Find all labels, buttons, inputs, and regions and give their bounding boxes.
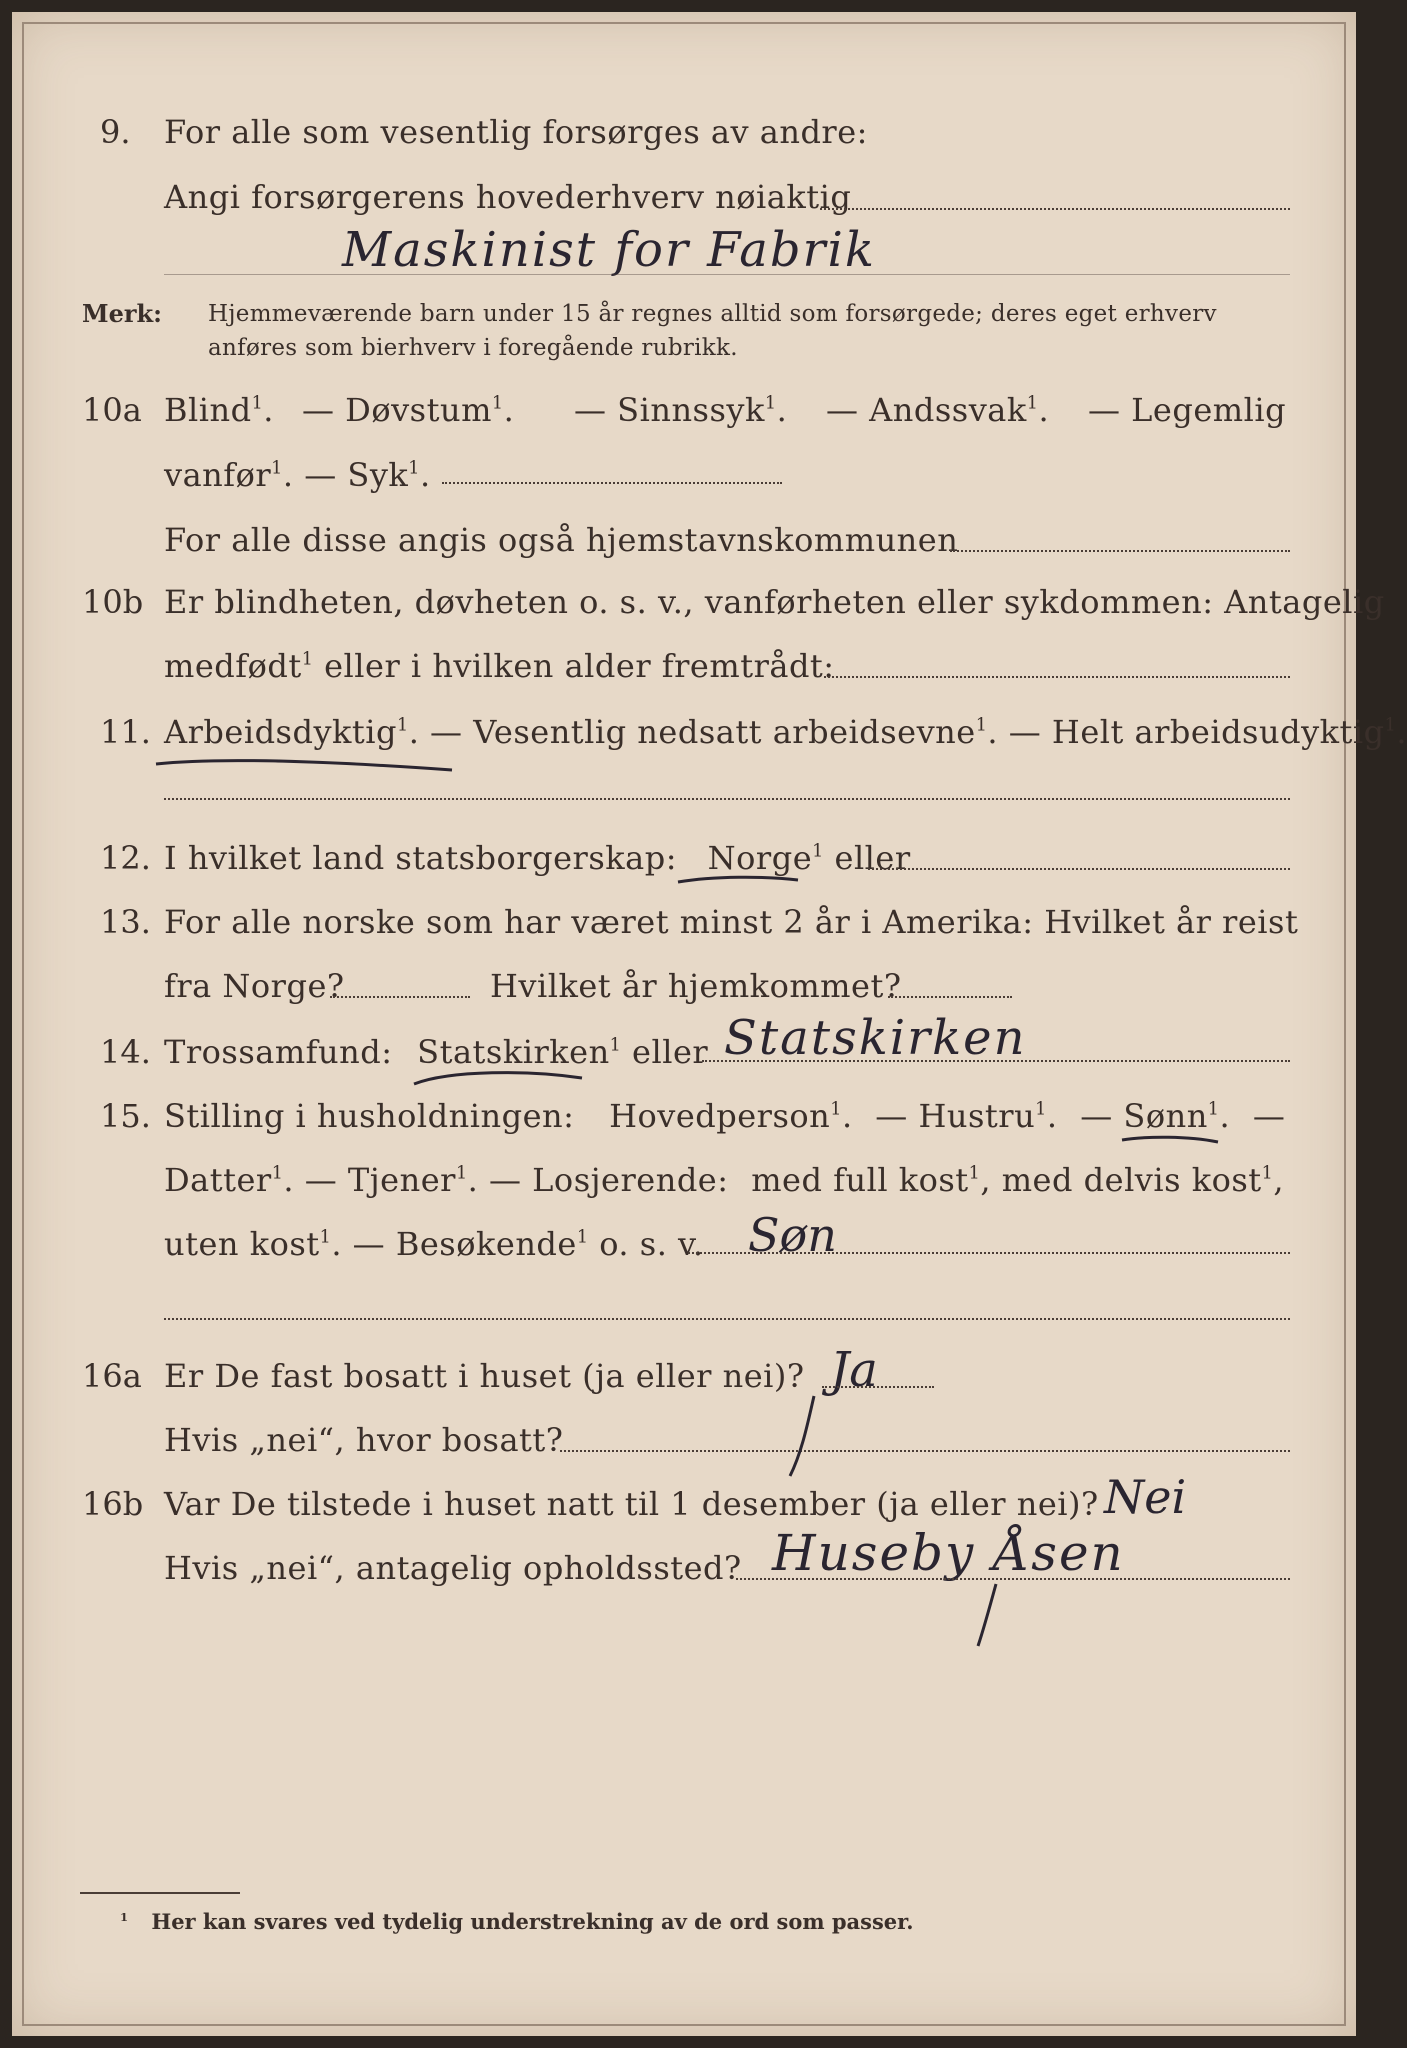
q16b-dotted-line — [736, 1578, 1290, 1580]
q10a-blind: Blind — [164, 391, 252, 429]
q9-dotted-line — [820, 208, 1290, 210]
q11-nedsatt: — Vesentlig nedsatt arbeidsevne — [430, 713, 976, 751]
q15-comma: , — [1273, 1161, 1285, 1199]
q16b-handwritten-opholdssted: Huseby Åsen — [772, 1524, 1125, 1582]
q10a-dovstum: — Døvstum — [302, 391, 492, 429]
q11-number: 11. — [100, 713, 151, 751]
q10b-line2: medfødt$^1$ eller i hvilken alder fremtrådt: — [164, 647, 835, 685]
merk-line2: anføres som bierhverv i foregående rubrikk. — [208, 335, 738, 361]
q9-line2: Angi forsørgerens hovederhverv nøiaktig — [164, 178, 852, 216]
q12-text: I hvilket land statsborgerskap: — [164, 839, 677, 877]
q10a-dotted-line — [442, 482, 782, 484]
q15-number: 15. — [100, 1097, 151, 1135]
q15-dash: — — [1252, 1097, 1286, 1135]
q15-handwritten-answer: Søn — [748, 1208, 837, 1262]
q9-line1: For alle som vesentlig forsørges av andre: — [164, 113, 868, 151]
q12-dotted-line — [868, 868, 1290, 870]
q10a-dovstum-wrap: — Døvstum$^1$. — [302, 391, 515, 429]
q14-handwritten-answer: Statskirken — [724, 1010, 1027, 1066]
q10a-legemlig-wrap — [1088, 390, 1286, 430]
q13-fra-norge-dotted — [330, 996, 470, 998]
q14-number: 14. — [100, 1033, 151, 1071]
footnote-rule — [80, 1892, 240, 1894]
q12-norge: Norge — [707, 839, 813, 877]
q10b-number: 10b — [82, 583, 144, 621]
q12-handwritten-underline — [674, 870, 804, 890]
q10a-andssvak: — Andssvak — [826, 391, 1027, 429]
q16b-line1: Var De tilstede i huset natt til 1 desember (ja eller nei)? — [164, 1485, 1099, 1523]
q13-number: 13. — [100, 903, 151, 941]
q15-fullkost: med full kost — [751, 1161, 969, 1199]
merk-label: Merk: — [82, 299, 162, 328]
q15-line3: uten kost$^1$. — Besøkende$^1$ o. s. v. — [164, 1225, 704, 1263]
q13-fra-norge: fra Norge? — [164, 967, 345, 1005]
q15-extra-dotted-line — [164, 1318, 1290, 1320]
census-form-page — [12, 12, 1407, 2036]
q16a-line2: Hvis „nei“, hvor bosatt? — [164, 1421, 564, 1459]
q16a-number: 16a — [82, 1357, 142, 1395]
footnote-mark: 1 — [120, 1909, 129, 1924]
q10a-line1: Blind$^1$. — [164, 391, 274, 429]
q10a-sinnssyk: — Sinnssyk — [574, 391, 765, 429]
q15-datter: Datter — [164, 1161, 272, 1199]
footnote — [120, 1908, 914, 1936]
q10b-dotted-line — [824, 676, 1290, 678]
q9-number: 9. — [100, 113, 131, 151]
q14-handwritten-underline — [410, 1066, 590, 1090]
q11-handwritten-underline — [152, 750, 472, 780]
q10b-alder: eller i hvilken alder fremtrådt: — [324, 647, 835, 685]
q10a-andssvak-wrap: — Andssvak$^1$. — [826, 391, 1050, 429]
q13-hjemkommet-dotted — [888, 996, 1012, 998]
q15-line2: Datter$^1$. — Tjener$^1$. — Losjerende: med full kost$^1$, med delvis kost$^1$, — [164, 1161, 1285, 1199]
q15-sonn: — Sønn — [1080, 1097, 1208, 1135]
q15-line1: Stilling i husholdningen: Hovedperson$^1$. — Hustru$^1$. — Sønn$^1$. — — [164, 1097, 1286, 1135]
q10b-line1: Er blindheten, døvheten o. s. v., vanførheten eller sykdommen: Antagelig — [164, 583, 1385, 621]
q15-hustru: — Hustru — [875, 1097, 1036, 1135]
q11-line: Arbeidsdyktig$^1$. — Vesentlig nedsatt arbeidsevne$^1$. — Helt arbeidsudyktig$^1$. — [164, 713, 1407, 751]
q16a-bosatt-dotted-line — [560, 1450, 1290, 1452]
q10a-legemlig: — Legemlig — [1088, 391, 1287, 429]
q16b-handwritten-stroke — [968, 1582, 1008, 1652]
q14-line: Trossamfund: Statskirken$^1$ eller — [164, 1033, 709, 1071]
q14-text: Trossamfund: — [164, 1033, 393, 1071]
q11-udyktig: — Helt arbeidsudyktig — [1008, 713, 1385, 751]
footnote-text: Her kan svares ved tydelig understrekning av de ord som passer. — [151, 1909, 914, 1934]
q16a-dotted-line — [822, 1386, 934, 1388]
q12-line: I hvilket land statsborgerskap: Norge$^1$ eller — [164, 839, 911, 877]
q15-osv: o. s. v. — [599, 1225, 704, 1263]
q11-dotted-line — [164, 798, 1290, 800]
merk-line1: Hjemmeværende barn under 15 år regnes alltid som forsørgede; deres eget erhverv — [208, 301, 1217, 327]
q15-tjener: — Tjener — [304, 1161, 456, 1199]
q13-line1: For alle norske som har været minst 2 år i Amerika: Hvilket år reist — [164, 903, 1299, 941]
q11-arbeidsdyktig: Arbeidsdyktig — [164, 713, 397, 751]
q10a-syk: — Syk — [304, 456, 409, 494]
q16b-handwritten-answer: Nei — [1104, 1470, 1187, 1524]
q16a-handwritten-answer: Ja — [830, 1342, 878, 1398]
q14-dotted-line — [702, 1060, 1290, 1062]
q10b-medfodt: medfødt — [164, 647, 302, 685]
q15-delviskost: , med delvis kost — [980, 1161, 1262, 1199]
q12-number: 12. — [100, 839, 151, 877]
q15-losjerende: — Losjerende: — [489, 1161, 729, 1199]
q10a-sinnssyk-wrap: — Sinnssyk$^1$. — [574, 391, 788, 429]
q10a-hjemstavn-dotted-line — [950, 550, 1290, 552]
q16a-handwritten-stroke — [784, 1392, 824, 1482]
q15-dotted-line — [688, 1252, 1290, 1254]
q14-eller: eller — [632, 1033, 709, 1071]
q15-utenkost: uten kost — [164, 1225, 320, 1263]
q16b-number: 16b — [82, 1485, 144, 1523]
q10a-vanfor: vanfør — [164, 456, 272, 494]
q16a-line1: Er De fast bosatt i huset (ja eller nei)? — [164, 1357, 805, 1395]
q9-answer-line — [164, 274, 1290, 275]
q14-statskirken: Statskirken — [417, 1033, 610, 1071]
q10a-line3: For alle disse angis også hjemstavnskommunen — [164, 521, 959, 559]
q12-eller: eller — [834, 839, 911, 877]
q15-stilling: Stilling i husholdningen: — [164, 1097, 575, 1135]
q9-handwritten-answer: Maskinist for Fabrik — [342, 222, 876, 278]
q15-besokende: — Besøkende — [352, 1225, 577, 1263]
q15-handwritten-underline — [1118, 1130, 1222, 1152]
q13-hjemkommet: Hvilket år hjemkommet? — [490, 967, 902, 1005]
q15-hovedperson: Hovedperson — [609, 1097, 831, 1135]
q16b-line2: Hvis „nei“, antagelig opholdssted? — [164, 1549, 742, 1587]
q10a-line2: vanfør$^1$. — Syk$^1$. — [164, 456, 431, 494]
q10a-number: 10a — [82, 391, 142, 429]
